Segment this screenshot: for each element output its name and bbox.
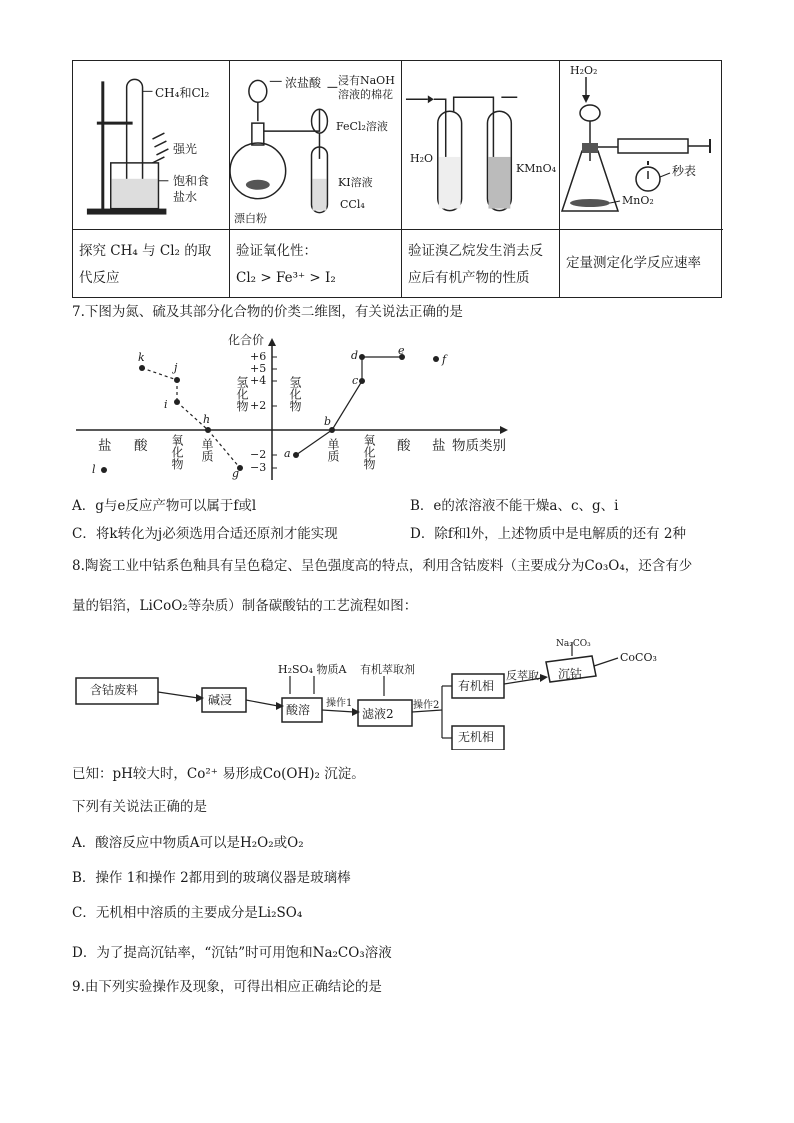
q8-stem-line2: 量的铝箔，LiCoO₂等杂质）制备碳酸钴的工艺流程如图： — [72, 598, 418, 614]
bromoethane-apparatus — [402, 61, 559, 228]
flow-inorganic-phase: 无机相 — [458, 730, 495, 744]
cat-simple-left: 单质 — [200, 438, 214, 462]
exp-col-2 — [230, 61, 402, 297]
point-c — [359, 378, 365, 384]
cat-simple-right: 单质 — [326, 438, 340, 462]
flow-acid-dissolve: 酸溶 — [286, 703, 311, 717]
tick-plus4: +4 — [250, 374, 267, 387]
label-g: g — [232, 467, 240, 480]
label-naoh-soaked: 浸有NaOH — [338, 74, 395, 87]
exp-col-4 — [560, 61, 723, 297]
label-saturated-brine-1: 饱和食 — [173, 174, 210, 188]
exp-caption-3: 验证溴乙烷发生消去反 应后有机产物的性质 — [402, 229, 559, 299]
flow-op2: 操作2 — [413, 700, 440, 711]
label-saturated-brine-2: 盐水 — [173, 190, 198, 204]
flow-op1: 操作1 — [326, 698, 353, 709]
hydride-right: 氢化物 — [288, 376, 302, 412]
label-a: a — [284, 447, 291, 460]
point-i — [174, 399, 180, 405]
label-strong-light: 强光 — [173, 142, 198, 156]
q8-option-b: B．操作 1和操作 2都用到的玻璃仪器是玻璃棒 — [72, 870, 351, 886]
label-ch4-cl2: CH₄和Cl₂ — [155, 86, 210, 100]
cat-salt-left: 盐 — [98, 438, 112, 454]
flow-organic-phase: 有机相 — [458, 679, 495, 693]
q7-option-a: A．g与e反应产物可以属于f或l — [72, 498, 257, 514]
cat-oxide-right: 氧化物 — [362, 434, 376, 470]
flow-product: CoCO₃ — [620, 651, 657, 664]
label-i: i — [164, 398, 168, 411]
label-k: k — [138, 351, 145, 364]
cat-oxide-left: 氧化物 — [170, 434, 184, 470]
cat-acid-left: 酸 — [134, 438, 148, 454]
q8-option-a: A．酸溶反应中物质A可以是H₂O₂或O₂ — [72, 835, 304, 851]
q7-stem: 7.下图为氮、硫及其部分化合物的价类二维图，有关说法正确的是 — [72, 304, 463, 320]
label-l: l — [92, 463, 96, 476]
label-d: d — [351, 349, 359, 362]
q8-ask: 下列有关说法正确的是 — [72, 799, 207, 815]
flow-cobalt-precipitation: 沉钴 — [558, 667, 583, 681]
label-ki: KI溶液 — [338, 176, 373, 189]
exp-caption-1: 探究 CH₄ 与 Cl₂ 的取 代反应 — [73, 229, 229, 299]
point-l — [101, 467, 107, 473]
flow-back-extraction: 反萃取 — [506, 669, 539, 682]
cat-salt-right: 盐 — [432, 438, 446, 454]
x-axis-title: 物质类别 — [452, 438, 506, 454]
tick-plus6: +6 — [250, 350, 267, 363]
label-b: b — [324, 415, 332, 428]
point-f — [433, 356, 439, 362]
q7-option-c: C．将k转化为j必须选用合适还原剂才能实现 — [72, 526, 338, 542]
exp-caption-4: 定量测定化学反应速率 — [560, 229, 723, 299]
point-d — [359, 354, 365, 360]
tick-plus2: +2 — [250, 399, 267, 412]
q8-known: 已知：pH较大时，Co²⁺ 易形成Co(OH)₂ 沉淀。 — [72, 766, 365, 782]
flow-start: 含钴废料 — [90, 683, 139, 697]
q8-stem-line1: 8.陶瓷工业中钴系色釉具有呈色稳定、呈色强度高的特点，利用含钴废料（主要成分为Co₃O₄，还含有少 — [72, 558, 693, 574]
tick-minus3: −3 — [250, 461, 267, 474]
q8-option-c: C．无机相中溶质的主要成分是Li₂SO₄ — [72, 905, 303, 921]
y-axis-title: 化合价 — [228, 333, 265, 347]
label-h2o2: H₂O₂ — [570, 64, 598, 77]
hydride-left: 氢化物 — [235, 376, 249, 412]
exp-col-1 — [73, 61, 230, 297]
label-kmno4: KMnO₄ — [516, 162, 556, 175]
label-ccl4: CCl₄ — [340, 198, 365, 211]
label-fecl2: FeCl₂溶液 — [336, 120, 388, 133]
label-h2o: H₂O — [410, 152, 434, 165]
flow-organic-extractant: 有机萃取剂 — [360, 663, 415, 676]
flow-alkali-leach: 碱浸 — [208, 693, 233, 707]
flow-reagents-1: H₂SO₄ 物质A — [278, 663, 347, 676]
label-stopwatch: 秒表 — [672, 164, 697, 178]
cat-acid-right: 酸 — [397, 438, 411, 454]
label-j: j — [174, 361, 178, 374]
label-e: e — [398, 344, 405, 357]
label-bleach-powder: 漂白粉 — [234, 212, 267, 225]
q7-option-b: B．e的浓溶液不能干燥a、c、g、i — [410, 498, 619, 514]
exp-col-3 — [402, 61, 560, 297]
experiment-table — [72, 60, 722, 298]
q7-option-d: D．除f和l外，上述物质中是电解质的还有 2种 — [410, 526, 687, 542]
label-mno2: MnO₂ — [622, 194, 654, 207]
flow-na2co3: Na₂CO₃ — [556, 639, 591, 649]
label-c: c — [352, 374, 359, 387]
label-conc-hcl: 浓盐酸 — [285, 76, 322, 90]
point-a — [293, 452, 299, 458]
q8-option-d: D．为了提高沉钴率，“沉钴”时可用饱和Na₂CO₃溶液 — [72, 945, 392, 961]
label-cotton: 溶液的棉花 — [338, 88, 393, 101]
tick-minus2: −2 — [250, 448, 267, 461]
tick-plus5: +5 — [250, 362, 267, 375]
label-h: h — [203, 413, 211, 426]
exp-caption-2: 验证氧化性： Cl₂ > Fe³⁺ > I₂ — [230, 229, 401, 299]
q9-stem: 9.由下列实验操作及现象，可得出相应正确结论的是 — [72, 979, 382, 995]
flow-filtrate2: 滤液2 — [362, 707, 394, 721]
label-f: f — [442, 353, 447, 366]
